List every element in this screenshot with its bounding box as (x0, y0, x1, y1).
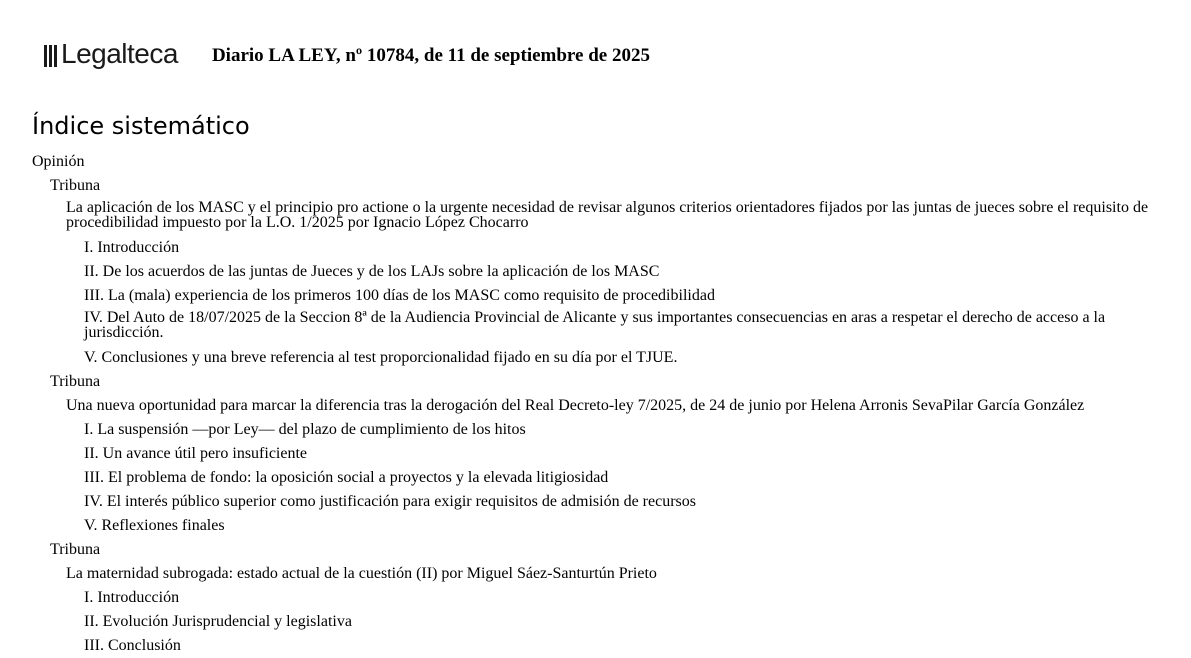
toc-article[interactable]: Una nueva oportunidad para marcar la diferencia tras la derogación del Real Decreto-ley 7/2025, de 24 de junio por Helena Arronis SevaPilar García González (66, 397, 1085, 414)
issue-title: Diario LA LEY, nº 10784, de 11 de septiembre de 2025 (211, 45, 650, 66)
toc-heading[interactable]: II. Un avance útil pero insuficiente (84, 445, 308, 462)
toc-tribuna[interactable]: Tribuna (50, 177, 101, 194)
toc-heading[interactable]: IV. Del Auto de 18/07/2025 de la Seccion 8ª de la Audiencia Provincial de Alicante y sus importantes consecuencias en aras a respetar el derecho de acceso a la jurisdicción. (84, 309, 1106, 341)
toc-heading[interactable]: III. El problema de fondo: la oposición social a proyectos y la elevada litigiosidad (84, 469, 609, 486)
document-header (44, 36, 650, 72)
toc-heading[interactable]: II. Evolución Jurisprudencial y legislativa (84, 613, 352, 630)
toc-heading[interactable]: I. La suspensión —por Ley— del plazo de cumplimiento de los hitos (84, 421, 526, 438)
toc-heading[interactable]: V. Reflexiones finales (84, 517, 225, 534)
toc-heading[interactable]: V. Conclusiones y una breve referencia al test proporcionalidad fijado en su día por el TJUE. (84, 349, 678, 366)
logo-bars-icon (44, 41, 59, 67)
toc-tribuna[interactable]: Tribuna (50, 373, 101, 390)
toc-heading[interactable]: II. De los acuerdos de las juntas de Jueces y de los LAJs sobre la aplicación de los MASC (84, 263, 660, 280)
legalteca-logo[interactable] (44, 38, 178, 70)
toc-heading[interactable]: III. La (mala) experiencia de los primeros 100 días de los MASC como requisito de procedibilidad (84, 287, 715, 304)
toc-article[interactable]: La aplicación de los MASC y el principio pro actione o la urgente necesidad de revisar algunos criterios orientadores fijados por las juntas de jueces sobre el requisito de procedibilidad impuesto por la L.O. 1/2025 por Ignacio López Chocarro (66, 199, 1149, 231)
table-of-contents (32, 150, 1172, 658)
toc-heading[interactable]: I. Introducción (84, 239, 180, 256)
toc-article[interactable]: La maternidad subrogada: estado actual de la cuestión (II) por Miguel Sáez-Santurtún Prieto (66, 565, 657, 582)
toc-heading[interactable]: III. Conclusión (84, 637, 181, 654)
toc-section[interactable]: Opinión (32, 153, 85, 170)
toc-heading[interactable]: IV. El interés público superior como justificación para exigir requisitos de admisión de recursos (84, 493, 696, 510)
toc-heading[interactable]: I. Introducción (84, 589, 180, 606)
logo-text: Legalteca (61, 38, 178, 69)
toc-tribuna[interactable]: Tribuna (50, 541, 101, 558)
index-title: Índice sistemático (32, 112, 250, 140)
